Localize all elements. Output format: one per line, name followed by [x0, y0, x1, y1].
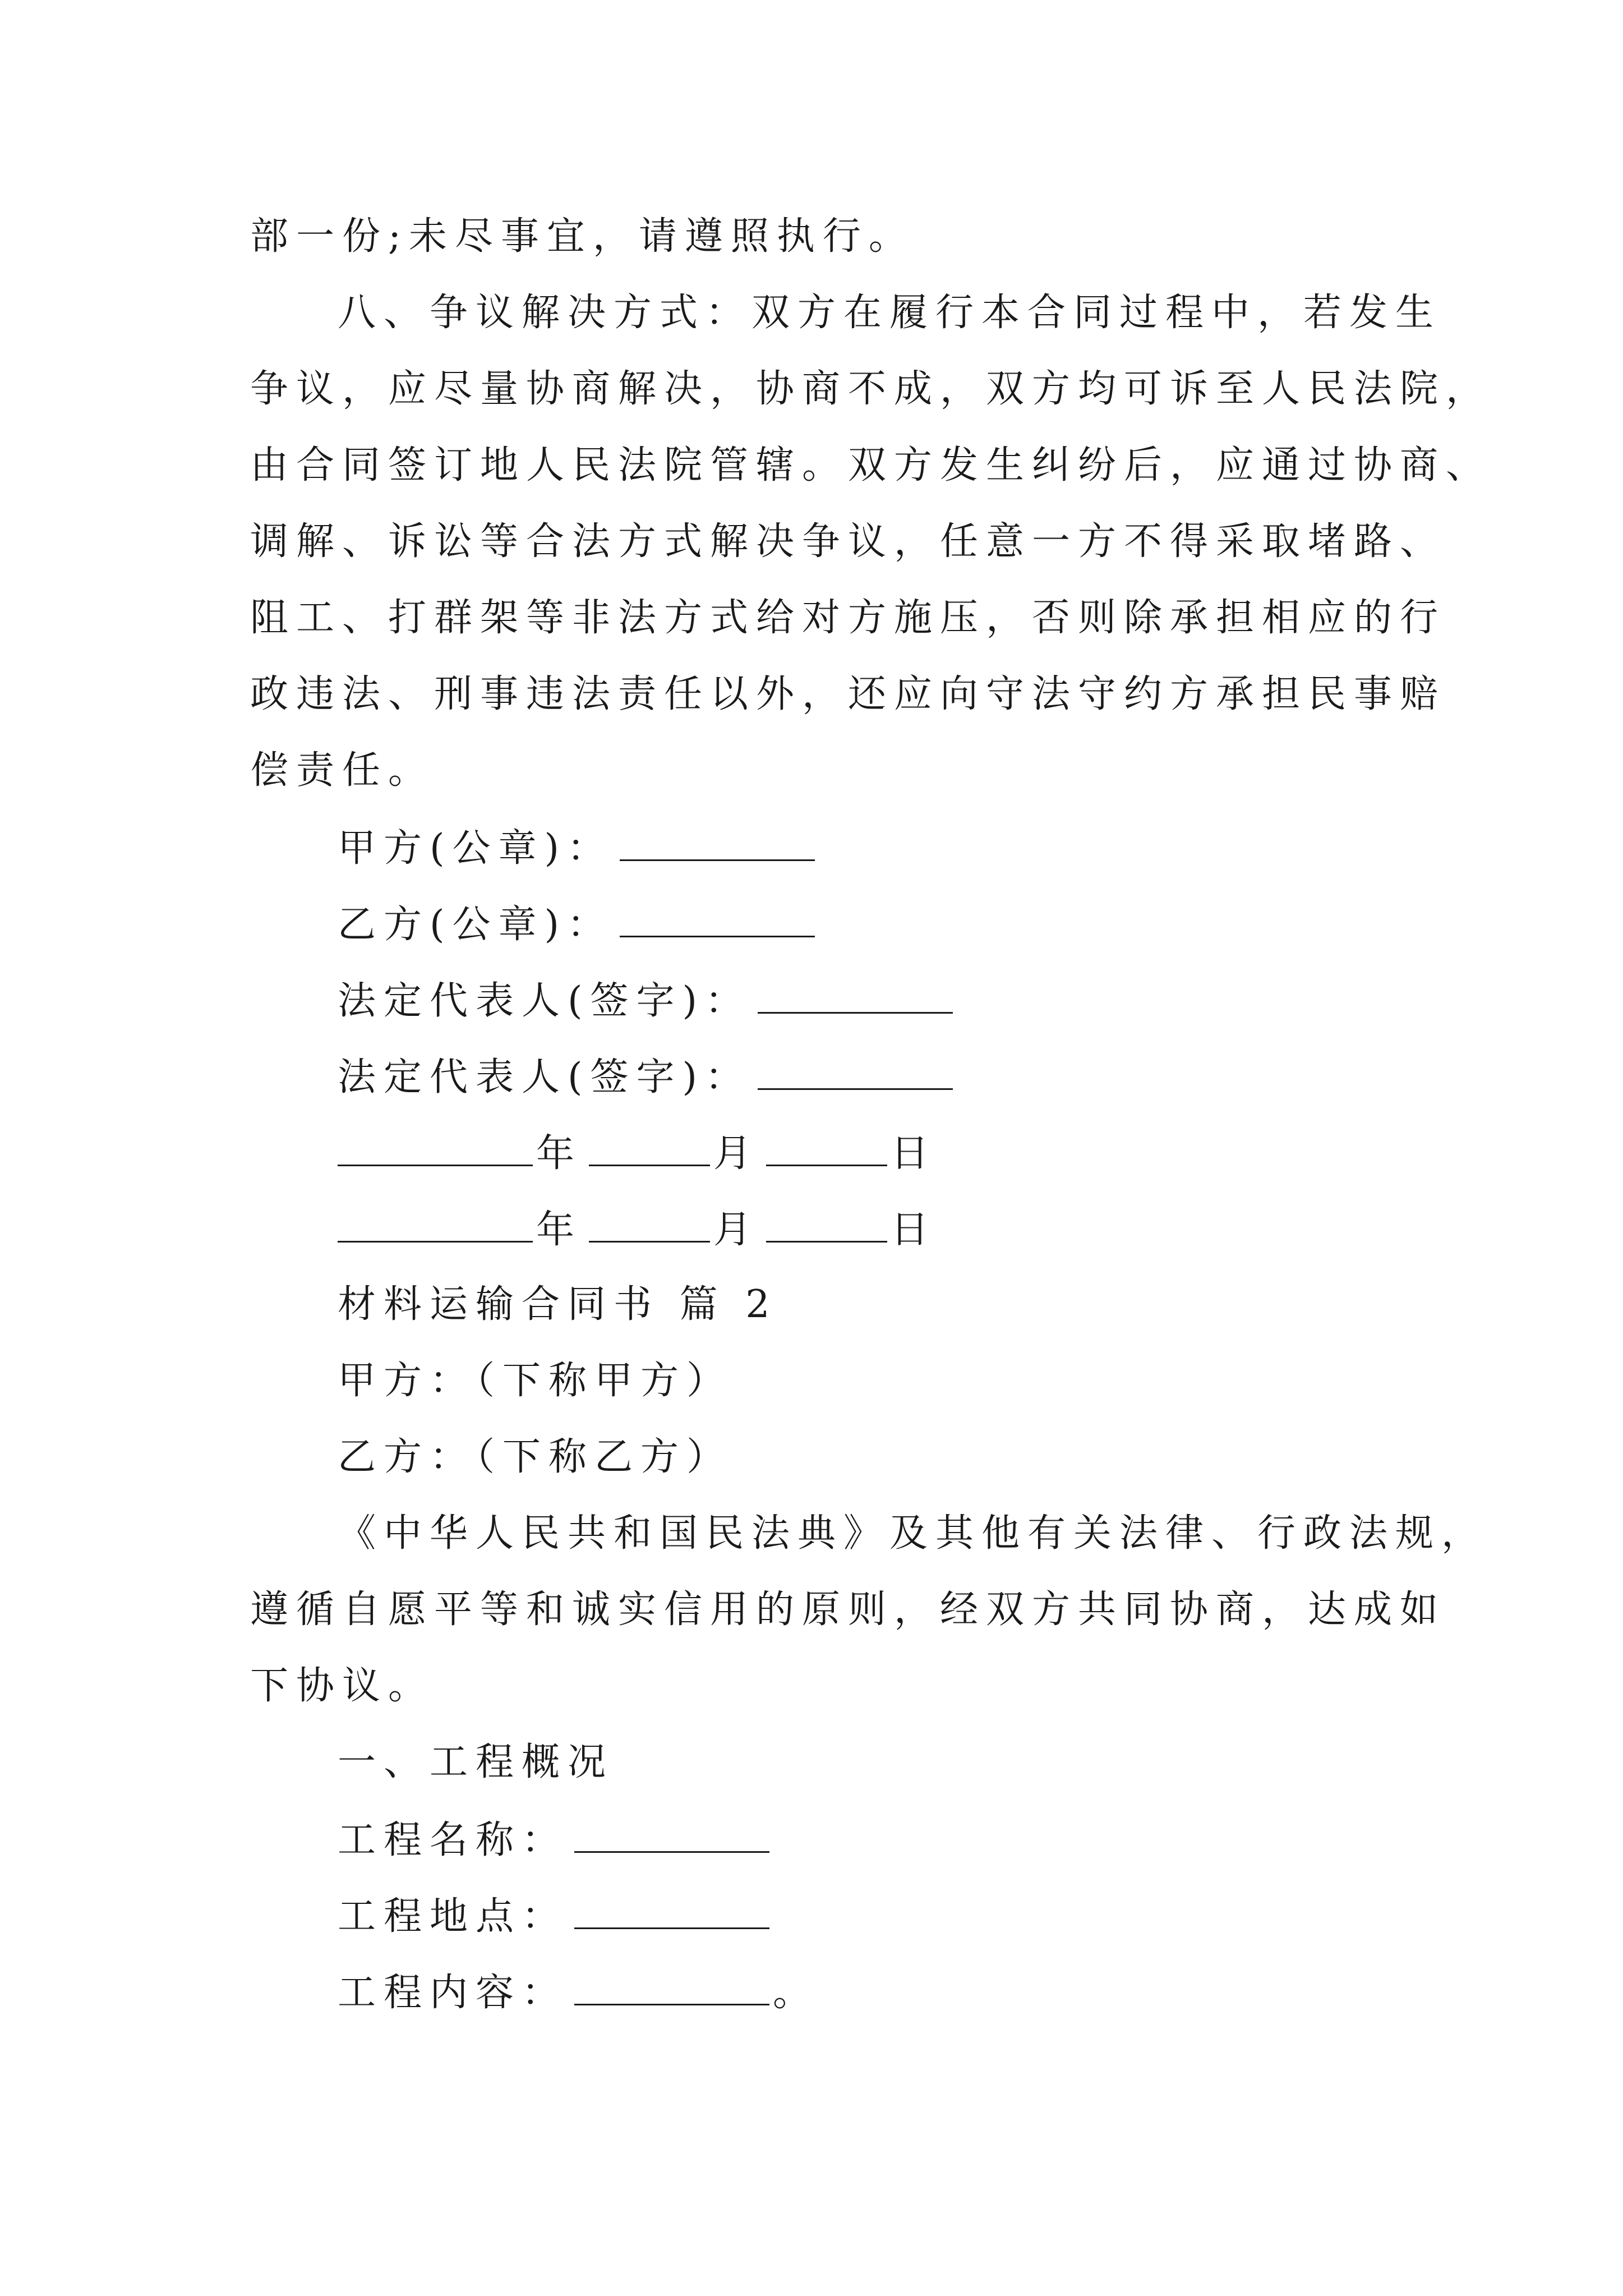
- paragraph-line: 遵循自愿平等和诚实信用的原则，经双方共同协商，达成如: [250, 1588, 1446, 1632]
- paragraph-line: 阻工、打群架等非法方式给对方施压，否则除承担相应的行: [250, 596, 1446, 640]
- party-a-line: 甲方：（下称甲方）: [338, 1359, 733, 1403]
- project-site-line: [338, 1894, 773, 1939]
- paragraph-line: 八、争议解决方式：双方在履行本合同过程中，若发生: [338, 291, 1442, 335]
- month-label: 月: [713, 1208, 760, 1252]
- party-b-seal-label: 乙方(公章)：: [338, 903, 614, 947]
- party-a-seal-blank[interactable]: [620, 828, 815, 861]
- project-site-label: 工程地点：: [338, 1894, 568, 1939]
- legal-rep-2-label: 法定代表人(签字)：: [338, 1055, 751, 1099]
- month-blank[interactable]: [589, 1133, 710, 1166]
- section-title: 材料运输合同书 篇 2: [338, 1282, 778, 1327]
- year-label: 年: [536, 1131, 583, 1176]
- period-mark: 。: [773, 1971, 819, 2015]
- day-blank[interactable]: [766, 1209, 887, 1243]
- section-heading: 一、工程概况: [338, 1740, 614, 1784]
- month-label: 月: [713, 1131, 760, 1176]
- date-line-1: [338, 1131, 937, 1176]
- paragraph-line: 《中华人民共和国民法典》及其他有关法律、行政法规，: [338, 1511, 1488, 1556]
- paragraph-line: 部一份;未尽事宜，请遵照执行。: [250, 214, 915, 259]
- paragraph-line: 由合同签订地人民法院管辖。双方发生纠纷后，应通过协商、: [250, 443, 1492, 487]
- paragraph-line: 调解、诉讼等合法方式解决争议，任意一方不得采取堵路、: [250, 519, 1446, 564]
- paragraph-line: 政违法、刑事违法责任以外，还应向守法守约方承担民事赔: [250, 672, 1446, 716]
- paragraph-line: 偿责任。: [250, 748, 435, 793]
- project-content-label: 工程内容：: [338, 1971, 568, 2015]
- project-content-line: [338, 1971, 819, 2015]
- signature-legal-rep-2: [338, 1057, 956, 1097]
- signature-legal-rep-1: [338, 979, 956, 1023]
- party-a-seal-label: 甲方(公章)：: [338, 826, 614, 871]
- day-label: 日: [891, 1208, 937, 1252]
- project-name-line: [338, 1820, 773, 1860]
- project-name-blank[interactable]: [574, 1820, 769, 1853]
- year-label: 年: [536, 1208, 583, 1252]
- paragraph-line: 争议，应尽量协商解决，协商不成，双方均可诉至人民法院，: [250, 367, 1492, 411]
- paragraph-line: 下协议。: [250, 1664, 435, 1708]
- month-blank[interactable]: [589, 1209, 710, 1243]
- day-label: 日: [891, 1131, 937, 1176]
- signature-party-b: [338, 903, 818, 947]
- signature-party-a: [338, 826, 818, 871]
- year-blank[interactable]: [338, 1133, 533, 1166]
- party-b-line: 乙方：（下称乙方）: [338, 1435, 733, 1479]
- project-site-blank[interactable]: [574, 1896, 769, 1929]
- day-blank[interactable]: [766, 1133, 887, 1166]
- party-b-seal-blank[interactable]: [620, 904, 815, 937]
- legal-rep-1-label: 法定代表人(签字)：: [338, 979, 751, 1023]
- legal-rep-1-blank[interactable]: [758, 981, 953, 1014]
- date-line-2: [338, 1208, 937, 1252]
- year-blank[interactable]: [338, 1209, 533, 1243]
- project-content-blank[interactable]: [574, 1972, 769, 2005]
- legal-rep-2-blank[interactable]: [758, 1057, 953, 1090]
- project-name-label: 工程名称：: [338, 1818, 568, 1862]
